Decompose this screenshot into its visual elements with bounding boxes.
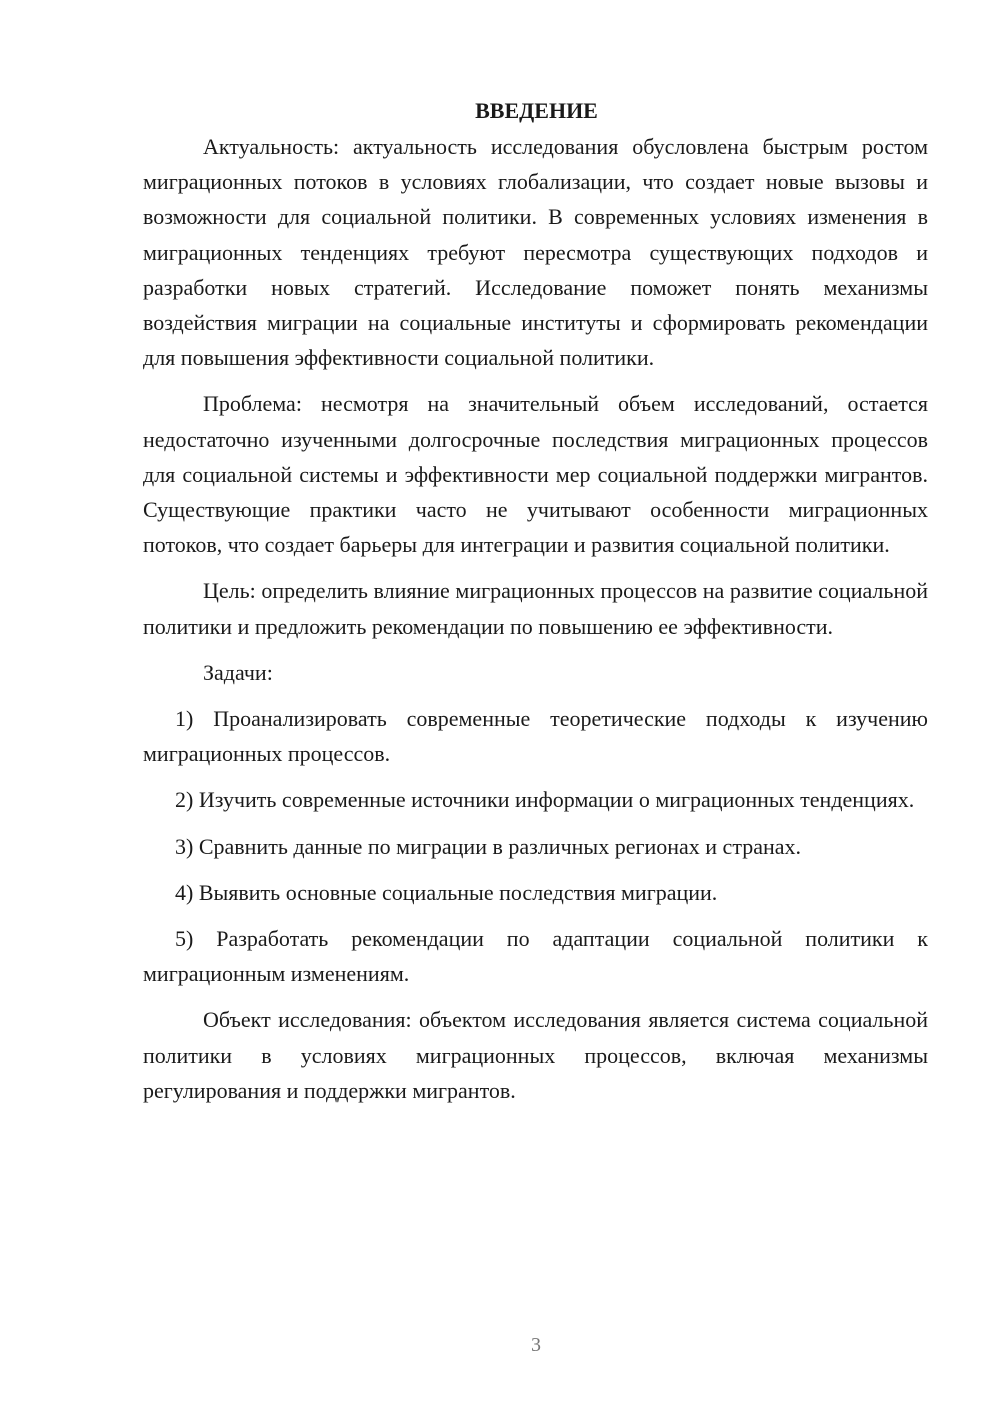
task-item: 4) Выявить основные социальные последствия миграции. <box>175 879 718 905</box>
task-item: 3) Сравнить данные по миграции в различных регионах и странах. <box>175 833 802 859</box>
page-number: 3 <box>531 1334 541 1356</box>
task-item: 1) Проанализировать современные теоретические подходы к изучению миграционных процессов. <box>143 706 928 767</box>
tasks-heading: Задачи: <box>203 659 273 685</box>
task-item: 2) Изучить современные источники информации о миграционных тенденциях. <box>175 787 915 813</box>
relevance-paragraph: Актуальность: актуальность исследования обусловлена быстрым ростом миграционных потоков в условиях глобализации, что создает новые вызовы и возможности для социальной политики. В современных условиях изменения в миграционных тенденциях требуют пересмотра существующих подходов и разработки новых стратегий. Исследование поможет понять механизмы воздействия миграции на социальные институты и сформировать рекомендации для повышения эффективности социальной политики. <box>143 134 928 371</box>
problem-paragraph: Проблема: несмотря на значительный объем исследований, остается недостаточно изученными долгосрочные последствия миграционных процессов для социальной системы и эффективности мер социальной поддержки мигрантов. Существующие практики часто не учитывают особенности миграционных потоков, что создает барьеры для интеграции и развития социальной политики. <box>143 391 928 558</box>
page-content <box>143 93 928 1108</box>
goal-paragraph: Цель: определить влияние миграционных процессов на развитие социальной политики и предложить рекомендации по повышению ее эффективности. <box>143 578 928 639</box>
object-paragraph: Объект исследования: объектом исследования является система социальной политики в условиях миграционных процессов, включая механизмы регулирования и поддержки мигрантов. <box>143 1007 928 1103</box>
task-item: 5) Разработать рекомендации по адаптации социальной политики к миграционным изменениям. <box>143 926 928 987</box>
section-title: ВВЕДЕНИЕ <box>475 98 598 123</box>
